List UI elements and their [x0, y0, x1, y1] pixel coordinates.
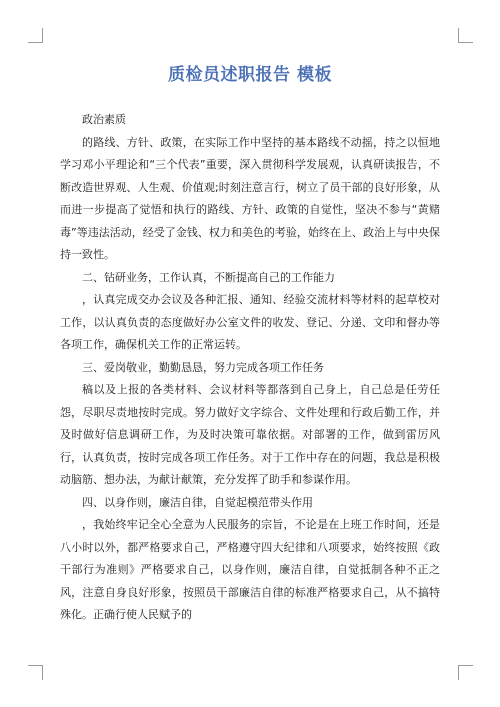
section-heading: 政治素质: [82, 113, 126, 126]
section-heading: 三、爱岗敬业，勤勤恳恳，努力完成各项工作任务: [82, 360, 324, 374]
document-title: 质检员述职报告 模板: [168, 65, 332, 85]
body-paragraph: ，认真完成交办会议及各种汇报、通知、经验交流材料等材料的起草校对工作，以认真负责的态度做好办公室文件的收发、登记、分递、文印和督办等各项工作，确保机关工作的正常运转。: [60, 293, 440, 351]
section-heading: 四、以身作则，廉洁自律，自觉起模范带头作用: [82, 495, 313, 509]
crop-mark-top-right: [458, 28, 473, 43]
document-page: [60, 60, 440, 627]
crop-mark-top-left: [28, 28, 43, 43]
section-heading: 二、钻研业务，工作认真，不断提高自己的工作能力: [82, 270, 335, 284]
crop-mark-bottom-left: [28, 665, 43, 680]
body-paragraph: 的路线、方针、政策，在实际工作中坚持的基本路线不动摇，持之以恒地学习邓小平理论和“三个代表”重要，深入贯彻科学发展观，认真研读报告，不断改造世界观、人生观、价值观;时刻注意言行，树立了员干部的良好形象，从而进一步提高了觉悟和执行的路线、方针、政策的自觉性，坚决不参与“黄赌毒”等违法活动，经受了金钱、权力和美色的考验，始终在上、政治上与中央保持一致性。: [60, 135, 440, 261]
body-paragraph: 稿以及上报的各类材料、会议材料等都落到自己身上，自己总是任劳任怨，尽职尽责地按时完成。努力做好文字综合、文件处理和行政后勤工作，并及时做好信息调研工作，为及时决策可靠依据。对部署的工作，做到雷厉风行，认真负责，按时完成各项工作任务。对于工作中存在的问题，我总是积极动脑筋、想办法，为献计献策，充分发挥了助手和参谋作用。: [60, 383, 440, 486]
crop-mark-bottom-right: [458, 665, 473, 680]
body-paragraph: ，我始终牢记全心全意为人民服务的宗旨，不论是在上班工作时间，还是八小时以外，都严格要求自己，严格遵守四大纪律和八项要求，始终按照《政干部行为准则》严格要求自己，以身作则，廉洁自律，自觉抵制各种不正之风，注意自身良好形象，按照员干部廉洁自律的标准严格要求自己，从不搞特殊化。正确行使人民赋予的: [60, 518, 440, 621]
